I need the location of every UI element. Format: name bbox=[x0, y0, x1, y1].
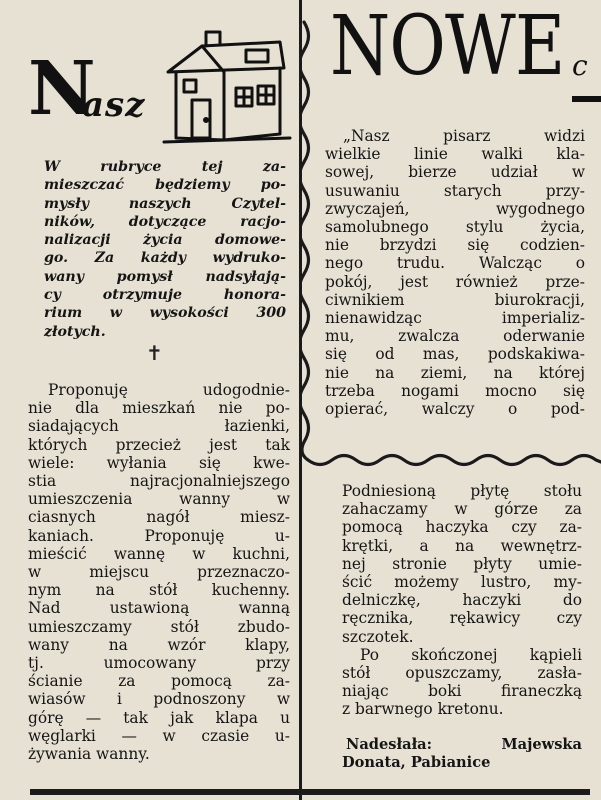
quote-line: nego trudu. Walcząc o bbox=[325, 254, 585, 273]
proposal-line: węglarki — w czasie u- bbox=[28, 726, 290, 745]
section-separator-icon: ✝ bbox=[146, 341, 163, 365]
quote-line: trzeba nogami mocno się bbox=[325, 381, 585, 400]
quote-line: się od mas, podskakiwa- bbox=[325, 345, 585, 364]
proposal-line: wiele: wyłania się kwe- bbox=[28, 453, 290, 472]
proposal-line: Nad ustawioną wanną bbox=[28, 599, 290, 618]
proposal-line: żywania wanny. bbox=[28, 745, 150, 764]
proposal-line: ciasnych nagół miesz- bbox=[28, 508, 290, 527]
proposal-line: wiasów i podnoszony w bbox=[28, 690, 290, 709]
quote-line: nienawidząc imperializ- bbox=[325, 309, 585, 328]
intro-line: cy otrzymuje honora- bbox=[44, 287, 286, 304]
proposal-paragraph bbox=[28, 381, 290, 763]
quote-line: opierać, walczy o pod- bbox=[325, 400, 585, 419]
house-icon bbox=[162, 28, 292, 148]
masthead bbox=[22, 28, 292, 148]
proposal-line: których przecież jest tak bbox=[28, 435, 290, 454]
proposal-line: Proponuję udogodnie- bbox=[48, 381, 290, 399]
proposal-line: siadających łazienki, bbox=[28, 417, 290, 436]
continuation-line: zahaczamy w górze za bbox=[342, 500, 582, 519]
proposal-line: stia najracjonalniejszego bbox=[28, 472, 290, 491]
continuation-line: krętki, a na wewnętrz- bbox=[342, 536, 582, 555]
continuation-line: z barwnego kretonu. bbox=[342, 700, 504, 719]
continuation-line: ręcznika, rękawicy czy bbox=[342, 609, 582, 628]
proposal-line: nie dla mieszkań nie po- bbox=[28, 399, 290, 418]
continuation-line: Podniesioną płytę stołu bbox=[342, 482, 582, 500]
quote-line: mu, zwalcza oderwanie bbox=[325, 327, 585, 346]
continuation-line: pomocą haczyka czy za- bbox=[342, 518, 582, 537]
intro-line: ników, dotyczące racjo- bbox=[44, 213, 286, 230]
quote-line: nie brzydzi się codzien- bbox=[325, 236, 585, 255]
continuation-line: ścić możemy lustro, my- bbox=[342, 573, 582, 592]
quote-line: zwyczajeń, wygodnego bbox=[325, 199, 585, 218]
signature-line: Nadesłała: Majewska bbox=[346, 736, 582, 753]
bottom-rule bbox=[30, 789, 590, 795]
intro-line: złotych. bbox=[44, 323, 106, 340]
author-signature bbox=[342, 736, 582, 772]
quote-line: wielkie linie walki kla- bbox=[325, 145, 585, 164]
intro-line: mieszczać będziemy po- bbox=[44, 177, 286, 194]
headline-fragment: c bbox=[572, 49, 588, 82]
intro-paragraph bbox=[44, 158, 286, 341]
proposal-line: umieszczamy stół zbudo- bbox=[28, 617, 290, 636]
intro-line: wany pomysł nadsyłają- bbox=[44, 268, 286, 285]
proposal-line: wany na wzór klapy, bbox=[28, 635, 290, 654]
quote-line: ciwnikiem biurokracji, bbox=[325, 290, 585, 309]
intro-line: W rubryce tej za- bbox=[44, 159, 286, 175]
quote-paragraph bbox=[325, 127, 585, 418]
continuation-line: delniczkę, haczyki do bbox=[342, 591, 582, 610]
intro-line: go. Za każdy wydruko- bbox=[44, 250, 286, 267]
quote-line: samolubnego stylu życia, bbox=[325, 218, 585, 237]
masthead-title-rest: asz bbox=[82, 85, 146, 125]
proposal-line: kaniach. Proponuję u- bbox=[28, 526, 290, 545]
continuation-line: nej stronie płyty umie- bbox=[342, 554, 582, 573]
proposal-line: górę — tak jak klapa u bbox=[28, 708, 290, 727]
continuation-line: szczotek. bbox=[342, 627, 414, 646]
proposal-line: tj. umocowany przy bbox=[28, 654, 290, 673]
masthead-title-initial: N bbox=[28, 46, 96, 132]
continuation-line: niając boki firaneczką bbox=[342, 682, 582, 701]
quote-line: sowej, bierze udział w bbox=[325, 163, 585, 182]
proposal-line: nym na stół kuchenny. bbox=[28, 581, 290, 600]
intro-line: nalizacji życia domowe- bbox=[44, 232, 286, 249]
headline: NOWE bbox=[330, 0, 565, 94]
continuation-line: stół opuszczamy, zasła- bbox=[342, 664, 582, 683]
quote-line: usuwaniu starych przy- bbox=[325, 181, 585, 200]
quote-line: „Nasz pisarz widzi bbox=[343, 127, 585, 145]
proposal-line: w miejscu przeznaczo- bbox=[28, 563, 290, 582]
intro-line: rium w wysokości 300 bbox=[44, 305, 286, 322]
continuation-line: Po skończonej kąpieli bbox=[360, 645, 582, 664]
continuation-paragraph bbox=[342, 482, 582, 719]
signature-line: Donata, Pabianice bbox=[342, 754, 491, 772]
quote-line: pokój, jest również prze- bbox=[325, 272, 585, 291]
proposal-line: ścianie za pomocą za- bbox=[28, 672, 290, 691]
quote-line: nie na ziemi, na której bbox=[325, 363, 585, 382]
proposal-line: mieścić wannę w kuchni, bbox=[28, 544, 290, 563]
intro-line: mysły naszych Czytel- bbox=[44, 195, 286, 212]
proposal-line: umieszczenia wanny w bbox=[28, 490, 290, 509]
